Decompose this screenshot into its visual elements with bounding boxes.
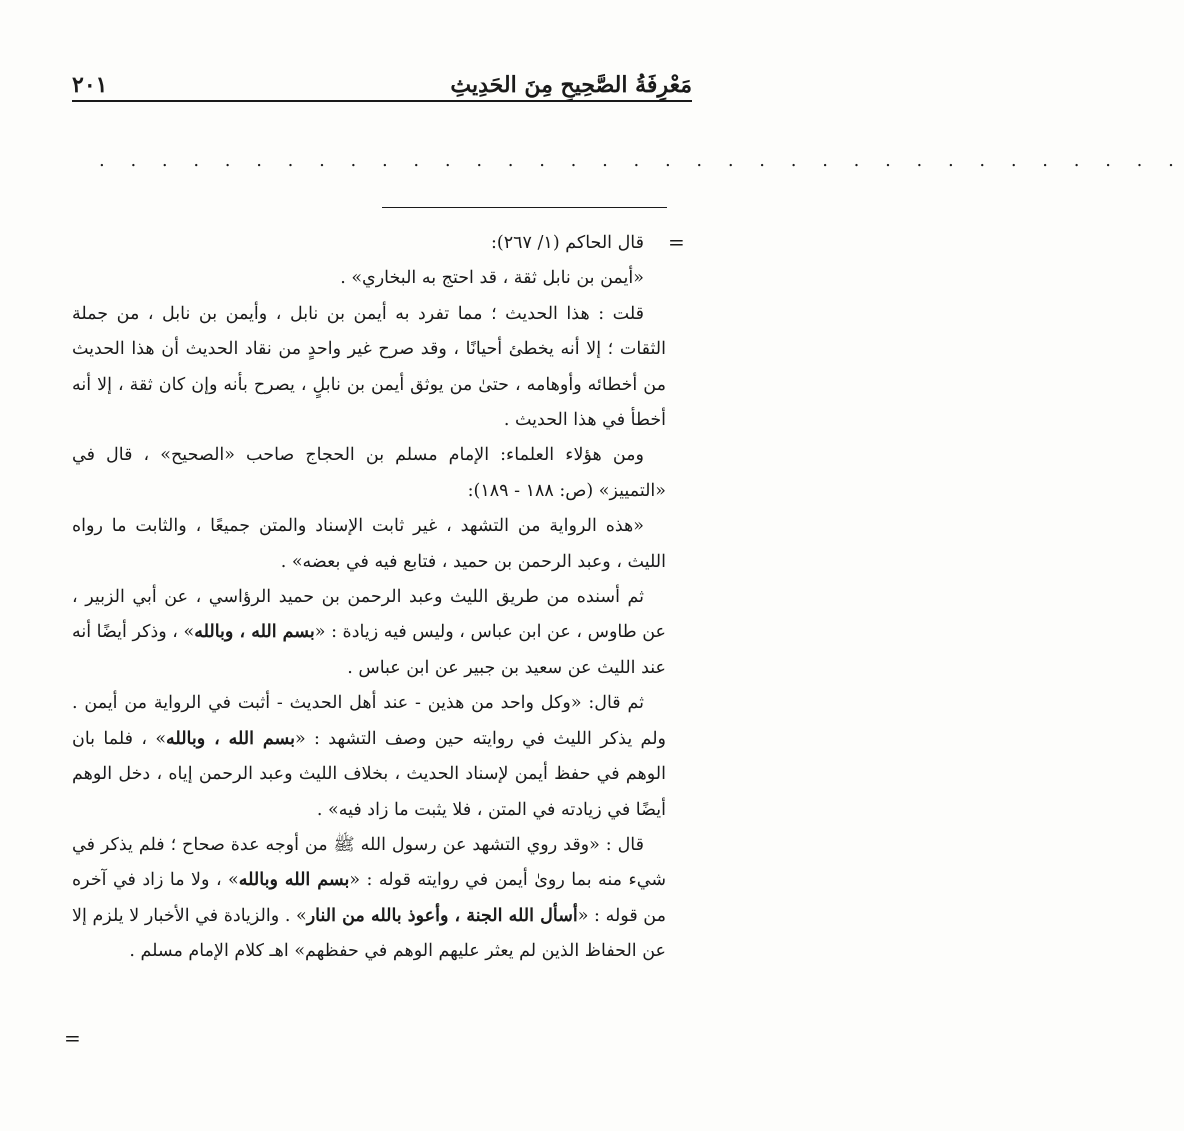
text-run: ثم قال: «وكل واحد من هذين - عند أهل الحديث - أثبت في الرواية من أيمن . ولم يذكر الليث في روايته حين وصف التشهد : «	[72, 693, 666, 749]
bold-phrase: أسأل الله الجنة ، وأعوذ بالله من النار	[306, 905, 578, 926]
paragraph-qultu: قلت : هذا الحديث ؛ مما تفرد به أيمن بن نابل ، وأيمن بن نابل ، من جملة الثقات ؛ إلا أنه يخطئ أحيانًا ، وقد صرح غير واحدٍ من نقاد الحديث أن هذا الحديث من أخطائه وأوهامه ، حتىٰ من يوثق أيمن بن نابلٍ ، يصرح بأنه وإن كان ثقة ، إلا أنه أخطأ في هذا الحديث .	[72, 303, 666, 431]
header-rule	[72, 100, 692, 102]
text-run: قال : «وقد روي التشهد عن رسول الله ﷺ من أوجه عدة صحاح ؛ فلم يذكر في شيء منه بما روىٰ أيمن في روايته قوله : «	[72, 834, 666, 891]
paragraph-muslim-quote: «هذه الرواية من التشهد ، غير ثابت الإسناد والمتن جميعًا ، والثابت ما رواه الليث ، وعبد الرحمن بن حميد ، فتابع فيه في بعضه» .	[72, 516, 666, 572]
paragraph-muslim-intro: ومن هؤلاء العلماء: الإمام مسلم بن الحجاج صاحب «الصحيح» ، قال في «التمييز» (ص: ١٨٨ - ١٨٩):	[72, 445, 666, 501]
continuation-marker-bottom: =	[64, 1026, 81, 1050]
paragraph-thumma-qal	[72, 686, 666, 828]
page-header	[72, 58, 692, 98]
running-title: مَعْرِفَةُ الصَّحِيحِ مِنَ الحَدِيثِ	[450, 72, 692, 98]
text-run: » ، وذكر أيضًا أنه عند الليث عن سعيد بن جبير عن ابن عباس .	[72, 622, 666, 678]
paragraph-hakim-quote: «أيمن بن نابل ثقة ، قد احتج به البخاري» .	[340, 268, 644, 289]
text-run: » ، فلما بان الوهم في حفظ أيمن لإسناد الحديث ، بخلاف الليث وعبد الرحمن إياه ، دخل الوهم أيضًا في زيادته في المتن ، فلا يثبت ما زاد فيه» .	[72, 728, 666, 820]
text-run: » ، ولا ما زاد في آخره من قوله : «	[72, 870, 667, 926]
paragraph-hakim: قال الحاكم (١/ ٢٦٧):	[491, 233, 644, 253]
footnote-body	[72, 226, 666, 970]
page-number: ٢٠١	[72, 72, 108, 98]
separator-dots: . . . . . . . . . . . . . . . . . . . . . . . . . . . . . . . . . . .	[99, 150, 1184, 171]
text-run: ثم أسنده من طريق الليث وعبد الرحمن بن حميد الرؤاسي ، عن أبي الزبير ، عن طاوس ، عن ابن عباس ، وليس فيه زيادة : «	[72, 587, 666, 643]
paragraph-isnad	[72, 580, 666, 686]
text-run: » . والزيادة في الأخبار لا يلزم إلا عن الحفاظ الذين لم يعثر عليهم الوهم في حفظهم» اهـ كلام الإمام مسلم .	[72, 905, 666, 962]
bold-phrase: بسم الله وبالله	[238, 870, 350, 891]
paragraph-qal	[72, 828, 666, 970]
continuation-marker-top: =	[668, 230, 685, 254]
footnote-rule	[382, 207, 667, 208]
bold-phrase: بسم الله ، وبالله	[166, 728, 295, 749]
bold-phrase: بسم الله ، وبالله	[194, 622, 315, 643]
